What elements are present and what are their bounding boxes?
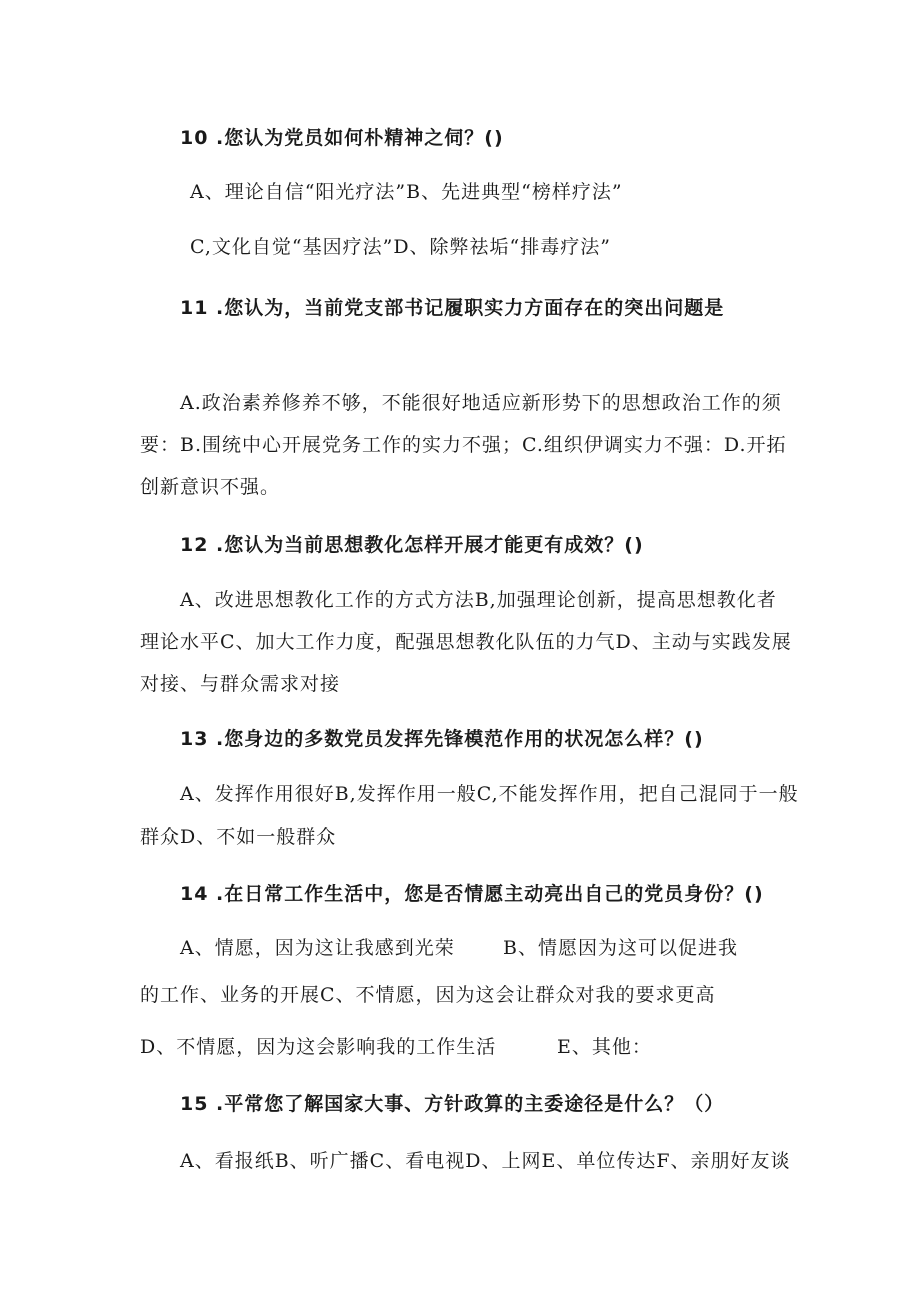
- question-11-title: 11 .您认为，当前党支部书记履职实力方面存在的突出问题是: [180, 297, 725, 319]
- question-15-title: 15 .平常您了解国家大事、方针政算的主委途径是什么？（）: [180, 1093, 725, 1115]
- question-12-title: 12 .您认为当前思想教化怎样开展才能更有成效？(): [180, 534, 644, 556]
- question-10-title: 10 .您认为党员如何朴精神之伺？(): [180, 127, 504, 149]
- question-15-options-line-1: A、看报纸B、听广播C、看电视D、上网E、单位传达F、亲朋好友谈: [180, 1150, 791, 1172]
- question-14-option-d: D、不情愿，因为这会影响我的工作生活: [140, 1036, 497, 1058]
- question-10-options-line-2: C,文化自觉“基因疗法”D、除弊祛垢“排毒疗法”: [190, 236, 611, 258]
- question-14-title: 14 .在日常工作生活中，您是否情愿主动亮出自己的党员身份？(): [180, 883, 764, 905]
- question-14-options-line-2: 的工作、业务的开展C、不情愿，因为这会让群众对我的要求更高: [140, 984, 716, 1006]
- question-13-options-line-2: 群众D、不如一般群众: [140, 826, 337, 848]
- question-12-options-line-3: 对接、与群众需求对接: [140, 673, 341, 695]
- question-14-option-e: E、其他：: [557, 1036, 652, 1058]
- question-11-options-line-3: 创新意识不强。: [140, 476, 281, 498]
- question-10-options-line-1: A、理论自信“阳光疗法”B、先进典型“榜样疗法”: [190, 181, 623, 203]
- question-12-options-line-1: A、改进思想教化工作的方式方法B,加强理论创新，提高思想教化者: [180, 589, 777, 611]
- question-14-option-a: A、情愿，因为这让我感到光荣: [180, 937, 455, 959]
- question-13-title: 13 .您身边的多数党员发挥先锋模范作用的状况怎么样？(): [180, 728, 704, 750]
- question-11-options-line-1: A.政治素养修养不够，不能很好地适应新形势下的思想政治工作的须: [180, 392, 782, 414]
- question-11-options-line-2: 要：B.围统中心开展党务工作的实力不强；C.组织伊调实力不强：D.开拓: [140, 434, 787, 456]
- question-13-options-line-1: A、发挥作用很好B,发挥作用一般C,不能发挥作用，把自己混同于一般: [180, 783, 799, 805]
- question-14-option-b: B、情愿因为这可以促进我: [503, 937, 738, 959]
- question-12-options-line-2: 理论水平C、加大工作力度，配强思想教化队伍的力气D、主动与实践发展: [140, 631, 792, 653]
